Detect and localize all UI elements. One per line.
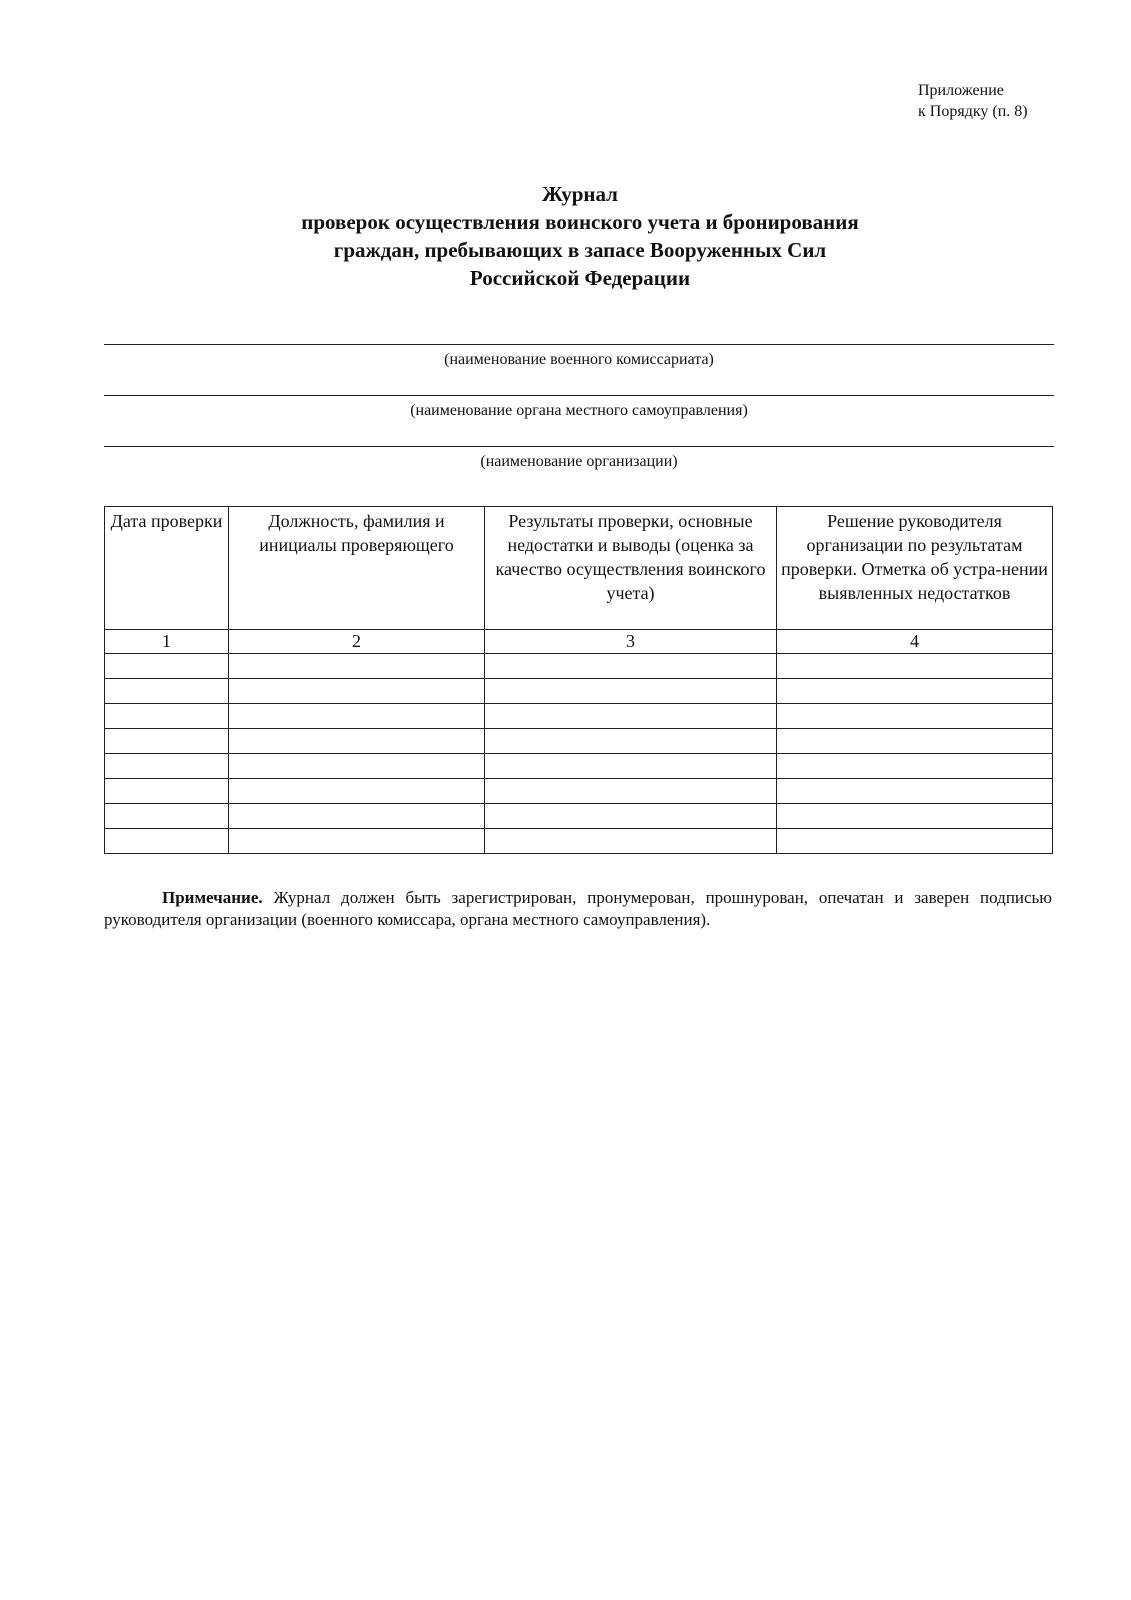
header-results: Результаты проверки, основные недостатки и выводы (оценка за качество осуществления воинского учета): [485, 507, 777, 630]
table-cell[interactable]: [485, 779, 777, 804]
note-label: Примечание.: [162, 888, 263, 907]
table-cell[interactable]: [777, 679, 1053, 704]
appendix-line-1: Приложение: [918, 82, 1004, 99]
table-cell[interactable]: [485, 729, 777, 754]
military-commissariat-line[interactable]: [104, 344, 1054, 345]
column-number: 3: [485, 630, 777, 654]
table-cell[interactable]: [777, 804, 1053, 829]
table-cell[interactable]: [777, 704, 1053, 729]
table-cell[interactable]: [777, 829, 1053, 854]
table-cell[interactable]: [485, 679, 777, 704]
table-cell[interactable]: [485, 804, 777, 829]
appendix-line-2: к Порядку (п. 8): [918, 103, 1028, 120]
appendix-reference: [918, 80, 1028, 122]
organization-line[interactable]: [104, 446, 1054, 447]
note-paragraph: [104, 887, 1052, 931]
table-cell[interactable]: [105, 829, 229, 854]
header-decision: Решение руководителя организации по результатам проверки. Отметка об устра-нении выявленных недостатков: [777, 507, 1053, 630]
table-cell[interactable]: [105, 804, 229, 829]
table-cell[interactable]: [485, 754, 777, 779]
table-cell[interactable]: [105, 754, 229, 779]
table-cell[interactable]: [229, 729, 485, 754]
table-row: [105, 729, 1053, 754]
column-number: 2: [229, 630, 485, 654]
table-cell[interactable]: [229, 754, 485, 779]
table-cell[interactable]: [229, 829, 485, 854]
journal-title: [0, 180, 1131, 292]
header-inspector: Должность, фамилия и инициалы проверяющего: [229, 507, 485, 630]
table-cell[interactable]: [105, 654, 229, 679]
table-cell[interactable]: [105, 779, 229, 804]
inspection-journal-table: [104, 506, 1053, 854]
table-cell[interactable]: [105, 729, 229, 754]
military-commissariat-caption: (наименование военного комиссариата): [444, 351, 714, 368]
table-cell[interactable]: [485, 654, 777, 679]
table-row: [105, 704, 1053, 729]
title-line-3: граждан, пребывающих в запасе Вооруженных Сил: [333, 238, 827, 262]
title-line-2: проверок осуществления воинского учета и бронирования: [301, 210, 859, 234]
table-row: [105, 754, 1053, 779]
local-government-line[interactable]: [104, 395, 1054, 396]
column-number-row: [105, 630, 1053, 654]
table-row: [105, 679, 1053, 704]
table-cell[interactable]: [777, 654, 1053, 679]
table-row: [105, 654, 1053, 679]
table-cell[interactable]: [229, 654, 485, 679]
local-government-caption: (наименование органа местного самоуправления): [410, 402, 748, 419]
organization-caption: (наименование организации): [480, 453, 678, 470]
table-cell[interactable]: [485, 829, 777, 854]
title-line-1: Журнал: [542, 182, 618, 206]
table-cell[interactable]: [105, 679, 229, 704]
table-cell[interactable]: [229, 804, 485, 829]
column-number: 4: [777, 630, 1053, 654]
note-text: Журнал должен быть зарегистрирован, пронумерован, прошнурован, опечатан и заверен подписью руководителя организации (военного комиссара, органа местного самоуправления).: [104, 888, 1053, 929]
table-cell[interactable]: [777, 729, 1053, 754]
table-row: [105, 804, 1053, 829]
table-cell[interactable]: [777, 779, 1053, 804]
table-cell[interactable]: [229, 679, 485, 704]
table-row: [105, 829, 1053, 854]
table-cell[interactable]: [777, 754, 1053, 779]
column-number: 1: [105, 630, 229, 654]
table-cell[interactable]: [485, 704, 777, 729]
table-cell[interactable]: [229, 779, 485, 804]
table-cell[interactable]: [229, 704, 485, 729]
table-row: [105, 779, 1053, 804]
table-cell[interactable]: [105, 704, 229, 729]
table-header-row: [105, 507, 1053, 630]
header-date: Дата проверки: [105, 507, 229, 630]
title-line-4: Российской Федерации: [469, 266, 691, 290]
